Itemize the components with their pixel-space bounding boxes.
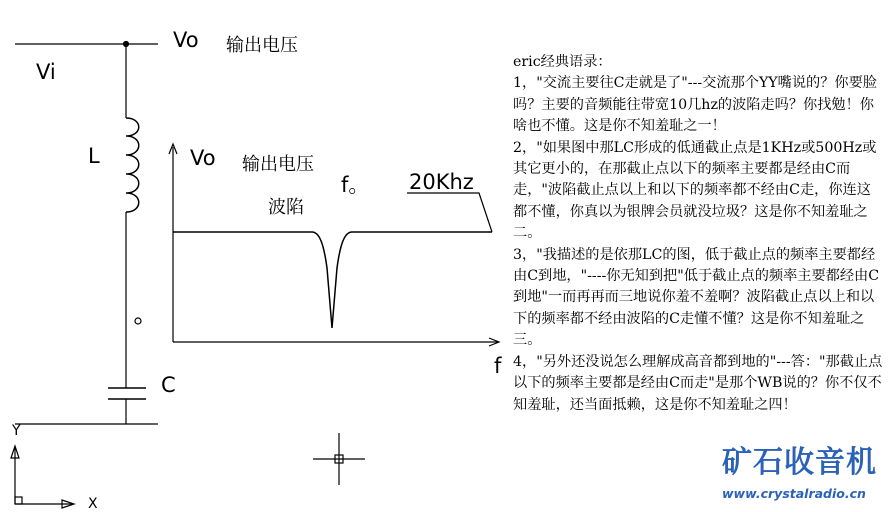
quote-title: eric经典语录： (513, 54, 612, 70)
vo-label: Vo (173, 28, 199, 52)
freq-leader (407, 193, 492, 232)
quote-paragraph-3: 3，"我描述的是依那LC的图，低于截止点的频率主要都经由C到地，"----你无知到把"低于截止点的频率主要都经由C到地"一而再再而三地说你羞不羞啊？波陷截止点以上和以下的频率都不经由波陷的C走懂不懂？这是你不知羞耻之三。 (513, 246, 880, 349)
capacitor-label: C (161, 373, 176, 397)
plot-output-voltage-label: 输出电压 (242, 154, 314, 175)
watermark-name: 矿石收音机 (722, 445, 877, 480)
notch-curve (173, 232, 492, 328)
ucs-x-label: X (88, 496, 98, 512)
freq-20khz-label: 20Khz (409, 170, 474, 194)
quote-paragraph-2: 2，"如果图中那LC形成的低通截止点是1KHz或500Hz或其它更小的，在那截止点以下的频率主要都是经由C而走，"波陷截止点以上和以下的频率都不经由C走，你连这都不懂，你真以为银牌会员就没垃圾？这是你不知羞耻之二。 (513, 139, 877, 242)
plot-vo-label: Vo (190, 146, 216, 170)
ucs-origin-box (15, 497, 22, 504)
vi-label: Vi (36, 60, 56, 84)
quote-paragraph-4: 4，"另外还没说怎么理解成高音都到地的"---答："那截止点以下的频率主要都是经由C而走"是那个WB说的？你不仅不知羞耻，还当面抵赖，这是你不知羞耻之四！ (513, 353, 883, 413)
watermark-url: www.crystalradio.cn (722, 486, 866, 501)
center-frequency-label: f。 (341, 173, 370, 197)
ucs-y-label: Y (12, 423, 21, 439)
output-voltage-label: 输出电压 (226, 35, 298, 56)
inductor-label: L (88, 144, 100, 168)
quote-paragraph-1: 1，"交流主要往C走就是了"---交流那个YY嘴说的？你要脸吗？主要的音频能往带宽10几hz的波陷走吗？你找勉！你啥也不懂。这是你不知羞耻之一！ (513, 75, 877, 135)
x-axis-f-label: f (494, 354, 502, 378)
test-point (135, 318, 141, 324)
quote-block (513, 52, 885, 416)
notch-label: 波陷 (268, 197, 304, 218)
inductor-coil (126, 118, 139, 212)
